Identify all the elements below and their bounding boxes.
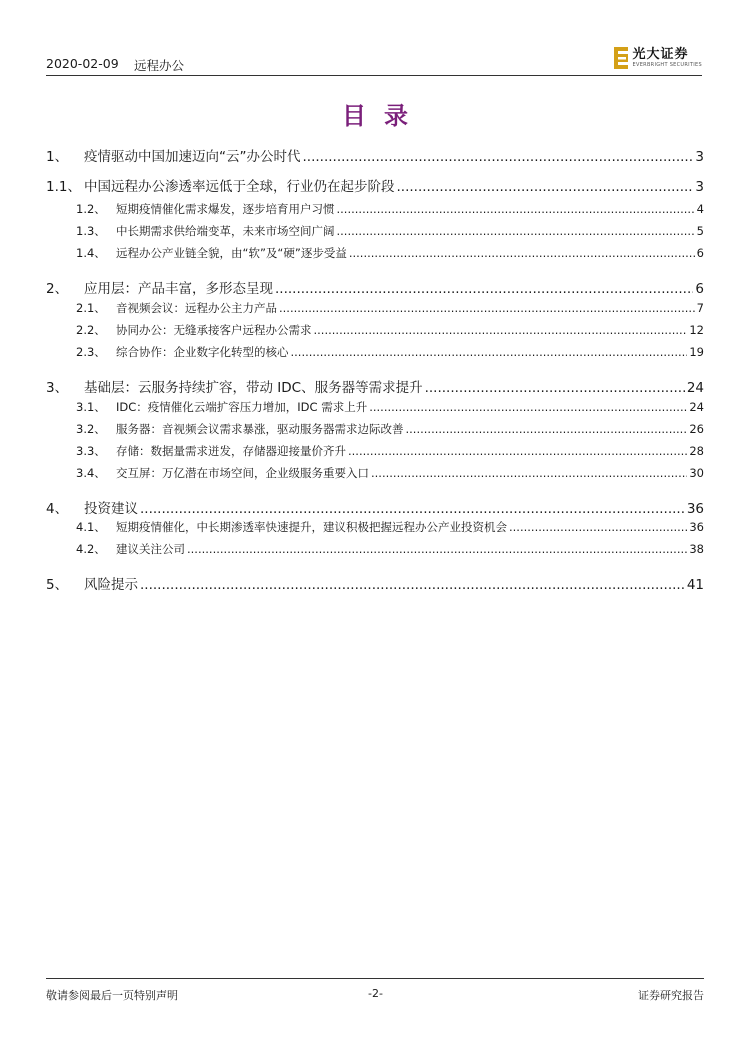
toc-entry-number: 4.1、 (76, 520, 106, 534)
toc-entry-number: 2、 (46, 281, 69, 297)
toc-leader-dots (349, 246, 695, 260)
toc-entry-title: 疫情驱动中国加速迈向“云”办公时代 (84, 149, 301, 165)
toc-entry[interactable] (46, 344, 704, 360)
toc-entry-title: 短期疫情催化，中长期渗透率快速提升，建议积极把握远程办公产业投资机会 (116, 520, 507, 534)
toc-entry-title: 远程办公产业链全貌，由“软”及“硬”逐步受益 (116, 246, 347, 260)
toc-entry[interactable] (46, 322, 704, 338)
toc-entry-page: 12 (689, 323, 704, 337)
toc-entry-number: 3.3、 (76, 444, 106, 458)
toc-entry-number: 3.2、 (76, 422, 106, 436)
toc-entry-number: 3、 (46, 380, 69, 396)
toc-entry-title: 服务器：音视频会议需求暴涨，驱动服务器需求边际改善 (116, 422, 404, 436)
toc-entry-number: 1、 (46, 149, 69, 165)
toc-entry-page: 6 (696, 246, 704, 260)
toc-leader-dots (275, 281, 693, 297)
toc-entry[interactable] (46, 497, 704, 517)
toc-entry[interactable] (46, 421, 704, 437)
toc-entry[interactable] (46, 223, 704, 239)
toc-entry[interactable] (46, 245, 704, 261)
toc-leader-dots (369, 400, 687, 414)
toc-entry[interactable] (46, 376, 704, 396)
toc-leader-dots (140, 577, 685, 593)
toc-entry[interactable] (46, 443, 704, 459)
toc-entry-page: 3 (695, 179, 704, 195)
toc-entry[interactable] (46, 519, 704, 535)
toc-leader-dots (279, 301, 695, 315)
toc-entry-title: 风险提示 (84, 577, 138, 593)
toc-leader-dots (425, 380, 685, 396)
toc-entry-number: 1.4、 (76, 246, 106, 260)
toc-leader-dots (348, 444, 687, 458)
toc-entry-page: 30 (689, 466, 704, 480)
toc-leader-dots (187, 542, 687, 556)
toc-entry[interactable] (46, 399, 704, 415)
toc-entry-number: 4.2、 (76, 542, 106, 556)
toc-leader-dots (303, 149, 694, 165)
logo-english-name: EVERBRIGHT SECURITIES (632, 62, 702, 68)
toc-entry[interactable] (46, 300, 704, 316)
report-type: 证券研究报告 (638, 989, 704, 1002)
toc-entry-page: 24 (689, 400, 704, 414)
toc-entry-page: 36 (689, 520, 704, 534)
toc-entry-title: 中国远程办公渗透率远低于全球，行业仍在起步阶段 (84, 179, 395, 195)
toc-entry-title: 建议关注公司 (116, 542, 185, 556)
toc-leader-dots (371, 466, 687, 480)
report-category: 远程办公 (134, 58, 185, 73)
toc-entry-page: 38 (689, 542, 704, 556)
toc-leader-dots (406, 422, 688, 436)
toc-entry[interactable] (46, 175, 704, 195)
toc-entry-number: 1.1、 (46, 179, 81, 195)
toc-entry-title: 综合协作：企业数字化转型的核心 (116, 345, 289, 359)
toc-entry-page: 7 (696, 301, 704, 315)
toc-entry-number: 1.3、 (76, 224, 106, 238)
toc-entry[interactable] (46, 201, 704, 217)
logo-chinese-name: 光大证券 (632, 47, 689, 62)
toc-entry-page: 41 (686, 577, 704, 593)
toc-leader-dots (397, 179, 694, 195)
page-number: -2- (368, 987, 383, 1000)
page-footer (46, 978, 704, 1003)
toc-entry-number: 2.1、 (76, 301, 106, 315)
report-date: 2020-02-09 (46, 56, 119, 71)
toc-leader-dots (337, 224, 695, 238)
header-rule (46, 75, 702, 76)
toc-entry-title: 音视频会议：远程办公主力产品 (116, 301, 277, 315)
toc-entry-number: 1.2、 (76, 202, 106, 216)
toc-entry-title: 中长期需求供给端变革，未来市场空间广阔 (116, 224, 335, 238)
toc-entry-page: 3 (695, 149, 704, 165)
toc-leader-dots (291, 345, 688, 359)
toc-entry[interactable] (46, 277, 704, 297)
disclaimer-note: 敬请参阅最后一页特别声明 (46, 989, 178, 1002)
company-logo (614, 46, 702, 70)
toc-leader-dots (337, 202, 695, 216)
toc-leader-dots (314, 323, 688, 337)
toc-title: 目录 (342, 101, 426, 130)
toc-entry-number: 2.3、 (76, 345, 106, 359)
toc-entry-title: IDC：疫情催化云端扩容压力增加，IDC 需求上升 (116, 400, 368, 414)
toc-entry-title: 协同办公：无缝承接客户远程办公需求 (116, 323, 312, 337)
toc-entry-title: 应用层：产品丰富，多形态呈现 (84, 281, 273, 297)
toc-leader-dots (509, 520, 687, 534)
toc-entry-page: 6 (695, 281, 704, 297)
toc-entry-title: 存储：数据量需求迸发，存储器迎接量价齐升 (116, 444, 346, 458)
toc-entry-number: 4、 (46, 501, 69, 517)
toc-entry-number: 2.2、 (76, 323, 106, 337)
toc-entry-title: 投资建议 (84, 501, 138, 517)
toc-entry-number: 3.1、 (76, 400, 106, 414)
toc-entry-title: 短期疫情催化需求爆发，逐步培育用户习惯 (116, 202, 335, 216)
toc-entry-page: 36 (686, 501, 704, 517)
toc-entry-page: 26 (689, 422, 704, 436)
toc-entry[interactable] (46, 541, 704, 557)
toc-entry[interactable] (46, 573, 704, 593)
toc-leader-dots (140, 501, 685, 517)
toc-entry-number: 5、 (46, 577, 69, 593)
page-header (46, 47, 702, 76)
toc-entry-page: 28 (689, 444, 704, 458)
toc-entry-page: 19 (689, 345, 704, 359)
toc-entry[interactable] (46, 145, 704, 165)
toc-entry-title: 基础层：云服务持续扩容，带动 IDC、服务器等需求提升 (84, 380, 423, 396)
toc-entry-page: 24 (686, 380, 704, 396)
toc-entry-number: 3.4、 (76, 466, 106, 480)
toc-entry[interactable] (46, 465, 704, 481)
toc-entry-title: 交互屏：万亿潜在市场空间，企业级服务重要入口 (116, 466, 369, 480)
toc-entry-page: 5 (696, 224, 704, 238)
toc-entry-page: 4 (696, 202, 704, 216)
everbright-logo-icon (614, 47, 628, 69)
